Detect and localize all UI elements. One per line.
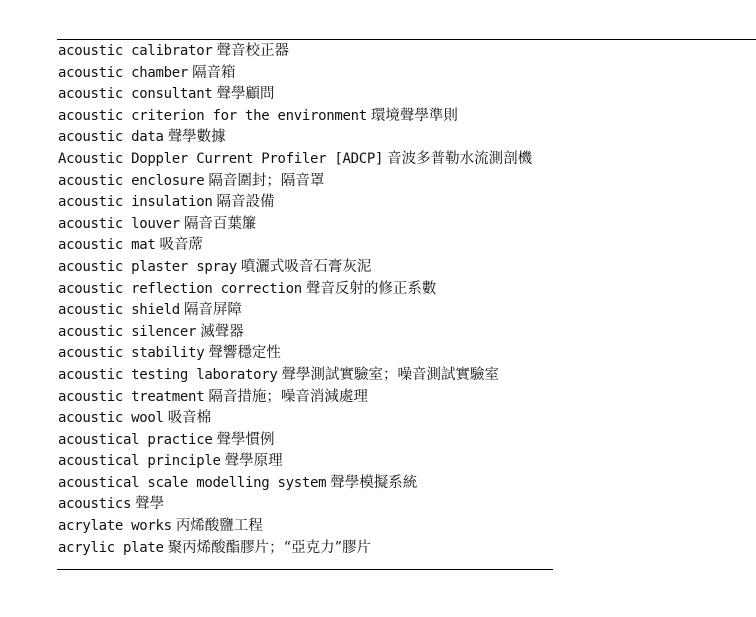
entry-term-chinese: 隔音措施；噪音消減處理: [208, 388, 368, 405]
glossary-entry: [58, 149, 532, 171]
top-rule: [57, 39, 756, 40]
entry-term-english: acoustic consultant: [58, 86, 213, 103]
glossary-entry: [58, 257, 532, 279]
glossary-list: [58, 41, 532, 559]
entry-term-english: acoustic enclosure: [58, 172, 205, 189]
entry-term-chinese: 聲響穩定性: [208, 345, 281, 362]
entry-term-english: acoustic shield: [58, 302, 180, 319]
glossary-entry: [58, 365, 532, 387]
entry-term-chinese: 丙烯酸鹽工程: [175, 518, 263, 535]
glossary-entry: [58, 106, 532, 128]
entry-term-english: acoustical principle: [58, 453, 221, 470]
entry-term-chinese: 隔音百葉簾: [183, 215, 257, 232]
entry-term-english: acoustics: [58, 496, 132, 513]
entry-term-chinese: 聲學原理: [224, 453, 283, 470]
glossary-entry: [58, 84, 532, 106]
entry-term-chinese: 滅聲器: [200, 323, 244, 340]
glossary-entry: [58, 41, 532, 63]
glossary-entry: [58, 343, 532, 365]
entry-term-chinese: 隔音設備: [216, 194, 275, 211]
entry-term-chinese: 噴灑式吸音石膏灰泥: [240, 258, 372, 275]
entry-term-chinese: 音波多普勒水流測剖機: [387, 150, 533, 167]
entry-term-chinese: 隔音屏障: [183, 302, 242, 319]
bottom-rule: [57, 569, 553, 570]
entry-term-chinese: 聲學: [135, 496, 165, 513]
glossary-entry: [58, 451, 532, 473]
glossary-entry: [58, 538, 532, 560]
entry-term-english: acoustic calibrator: [58, 43, 213, 59]
entry-term-chinese: 聲學數據: [167, 129, 226, 146]
entry-term-english: Acoustic Doppler Current Profiler [ADCP]: [58, 150, 384, 167]
entry-term-english: acoustic plaster spray: [58, 258, 237, 275]
glossary-entry: [58, 171, 532, 193]
glossary-entry: [58, 300, 532, 322]
entry-term-chinese: 吸音蓆: [159, 237, 204, 254]
entry-term-english: acrylate works: [58, 518, 172, 535]
entry-term-chinese: 隔音圍封；隔音罩: [208, 172, 325, 189]
glossary-entry: [58, 516, 532, 538]
entry-term-english: acoustic reflection correction: [58, 280, 302, 297]
entry-term-chinese: 聲學模擬系統: [330, 474, 418, 491]
glossary-entry: [58, 322, 532, 344]
glossary-entry: [58, 214, 532, 236]
entry-term-chinese: 聲學測試實驗室；噪音測試實驗室: [281, 366, 499, 383]
glossary-entry: [58, 408, 532, 430]
entry-term-english: acoustical scale modelling system: [58, 474, 327, 491]
glossary-entry: [58, 192, 532, 214]
entry-term-english: acoustic mat: [58, 237, 156, 254]
entry-term-english: acoustic silencer: [58, 323, 197, 340]
entry-term-english: acrylic plate: [58, 539, 164, 556]
entry-term-english: acoustic data: [58, 129, 164, 146]
entry-term-chinese: 聲音校正器: [216, 43, 289, 59]
glossary-entry: [58, 279, 532, 301]
entry-term-chinese: 隔音箱: [192, 64, 236, 81]
entry-term-chinese: 聲音反射的修正系數: [305, 280, 437, 297]
entry-term-english: acoustic chamber: [58, 64, 189, 81]
glossary-entry: [58, 494, 532, 516]
entry-term-chinese: 聲學慣例: [216, 431, 275, 448]
entry-term-english: acoustic stability: [58, 345, 205, 362]
entry-term-chinese: 聲學顧問: [216, 86, 275, 103]
entry-term-english: acoustic testing laboratory: [58, 366, 278, 383]
entry-term-chinese: 聚丙烯酸酯膠片；“亞克力”膠片: [167, 539, 372, 556]
glossary-entry: [58, 473, 532, 495]
entry-term-english: acoustic insulation: [58, 194, 213, 211]
entry-term-english: acoustic wool: [58, 410, 164, 427]
glossary-entry: [58, 63, 532, 85]
glossary-entry: [58, 430, 532, 452]
entry-term-english: acoustic criterion for the environment: [58, 107, 367, 124]
entry-term-english: acoustic louver: [58, 215, 180, 232]
glossary-entry: [58, 235, 532, 257]
entry-term-chinese: 吸音棉: [167, 410, 212, 427]
entry-term-english: acoustic treatment: [58, 388, 205, 405]
glossary-entry: [58, 127, 532, 149]
glossary-entry: [58, 387, 532, 409]
entry-term-english: acoustical practice: [58, 431, 213, 448]
entry-term-chinese: 環境聲學準則: [370, 107, 458, 124]
